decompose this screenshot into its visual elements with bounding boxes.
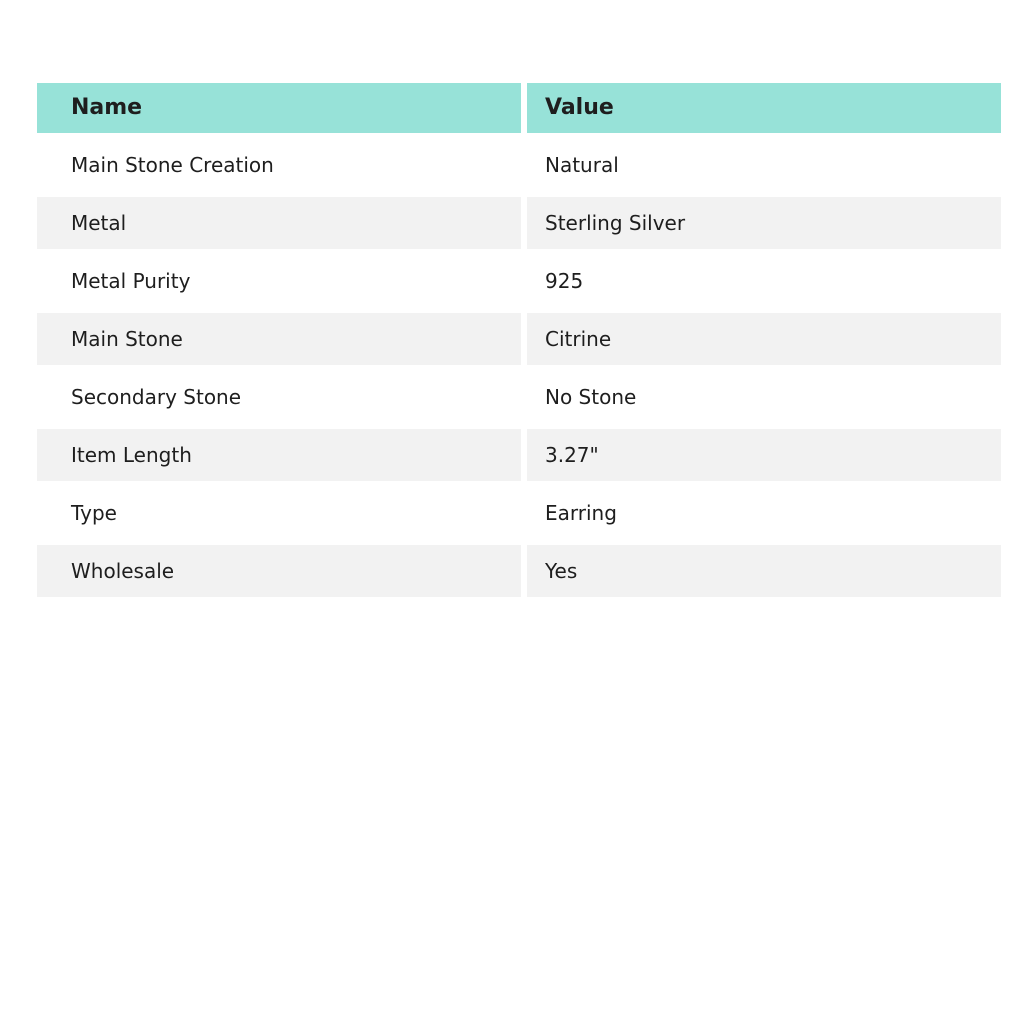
- table-row: [37, 139, 1001, 191]
- attribute-value-cell: Yes: [527, 545, 1001, 597]
- column-header-name: Name: [37, 83, 521, 133]
- column-header-value: Value: [527, 83, 1001, 133]
- attribute-name-cell: Main Stone: [37, 313, 521, 365]
- attribute-name-cell: Main Stone Creation: [37, 139, 521, 191]
- attribute-name-cell: Metal: [37, 197, 521, 249]
- table-header-row: [37, 83, 1001, 133]
- table-body: [37, 139, 1001, 597]
- table-row: [37, 429, 1001, 481]
- attribute-name-cell: Item Length: [37, 429, 521, 481]
- attribute-value-cell: Citrine: [527, 313, 1001, 365]
- attribute-value-cell: No Stone: [527, 371, 1001, 423]
- attribute-value-cell: Earring: [527, 487, 1001, 539]
- attribute-name-cell: Wholesale: [37, 545, 521, 597]
- table-row: [37, 487, 1001, 539]
- attribute-name-cell: Metal Purity: [37, 255, 521, 307]
- table-row: [37, 545, 1001, 597]
- table-row: [37, 371, 1001, 423]
- table-row: [37, 313, 1001, 365]
- attribute-name-cell: Type: [37, 487, 521, 539]
- attribute-value-cell: 3.27": [527, 429, 1001, 481]
- product-specs-table: [37, 83, 1001, 597]
- table-row: [37, 255, 1001, 307]
- table-row: [37, 197, 1001, 249]
- attribute-name-cell: Secondary Stone: [37, 371, 521, 423]
- attribute-value-cell: Natural: [527, 139, 1001, 191]
- attribute-value-cell: 925: [527, 255, 1001, 307]
- attribute-value-cell: Sterling Silver: [527, 197, 1001, 249]
